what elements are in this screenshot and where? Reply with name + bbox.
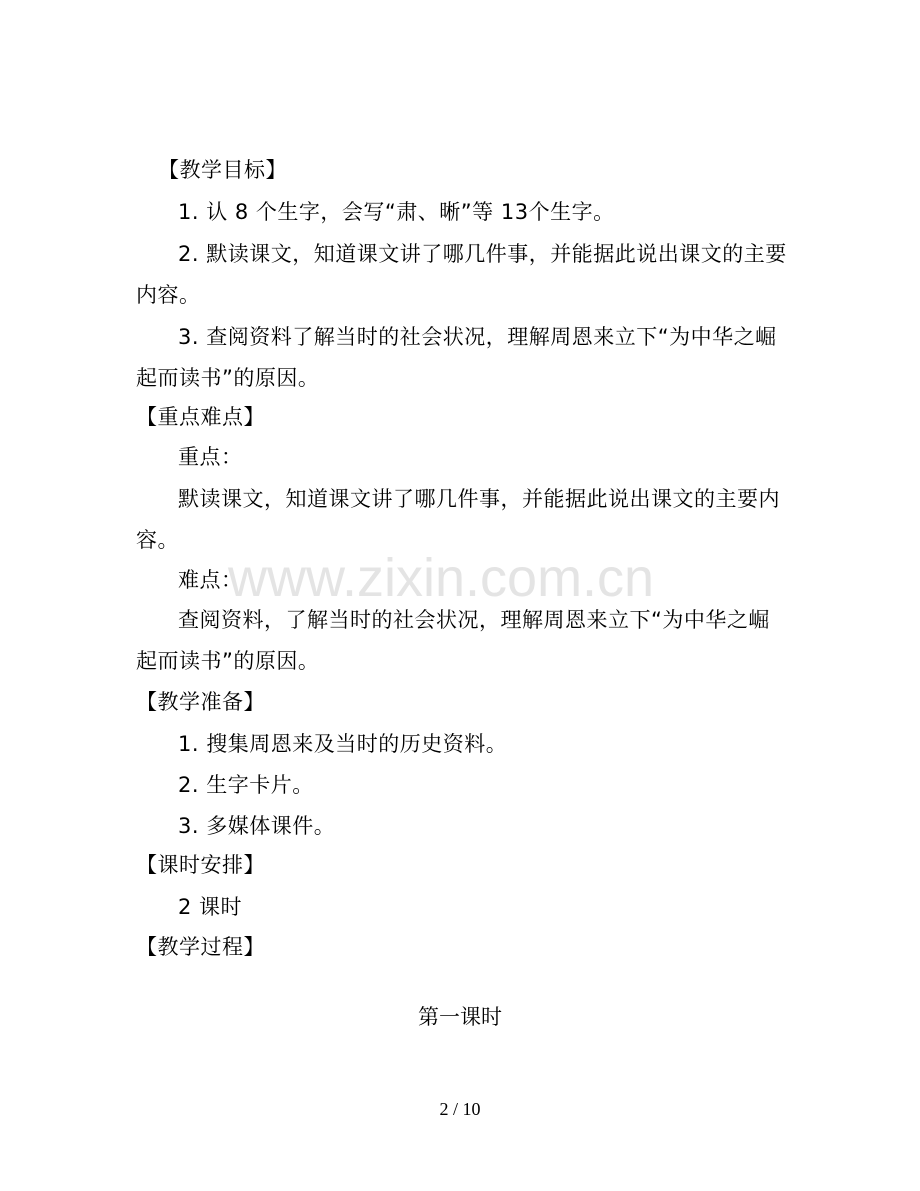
schedule-heading: 【课时安排】: [136, 853, 265, 877]
goal-1: 1. 认 8 个生字，会写“肃、晰”等 13个生字。: [178, 200, 615, 224]
difficult-label: 难点：: [178, 568, 243, 592]
key-line-2: 容。: [136, 528, 179, 552]
lesson-title: 第一课时: [418, 1005, 502, 1029]
goal-3-line-1: 3. 查阅资料了解当时的社会状况，理解周恩来立下“为中华之崛: [178, 325, 777, 349]
goal-2-line-2: 内容。: [136, 283, 201, 307]
prep-2: 2. 生字卡片。: [178, 773, 314, 797]
prep-1: 1. 搜集周恩来及当时的历史资料。: [178, 732, 508, 756]
process-heading: 【教学过程】: [136, 935, 265, 959]
schedule-value: 2 课时: [178, 895, 243, 919]
watermark: www.zixin.com.cn: [228, 548, 655, 608]
goal-3-line-2: 起而读书”的原因。: [136, 366, 320, 390]
prep-3: 3. 多媒体课件。: [178, 814, 336, 838]
difficult-line-1: 查阅资料，了解当时的社会状况，理解周恩来立下“为中华之崛: [178, 608, 770, 632]
goal-2-line-1: 2. 默读课文，知道课文讲了哪几件事，并能据此说出课文的主要: [178, 242, 787, 266]
page-number: 2 / 10: [439, 1099, 481, 1119]
difficult-line-2: 起而读书”的原因。: [136, 649, 320, 673]
key-label: 重点：: [178, 445, 243, 469]
prep-heading: 【教学准备】: [136, 690, 265, 714]
keypoints-heading: 【重点难点】: [136, 405, 265, 429]
goals-heading: 【教学目标】: [158, 158, 287, 182]
key-line-1: 默读课文，知道课文讲了哪几件事，并能据此说出课文的主要内: [178, 487, 780, 511]
